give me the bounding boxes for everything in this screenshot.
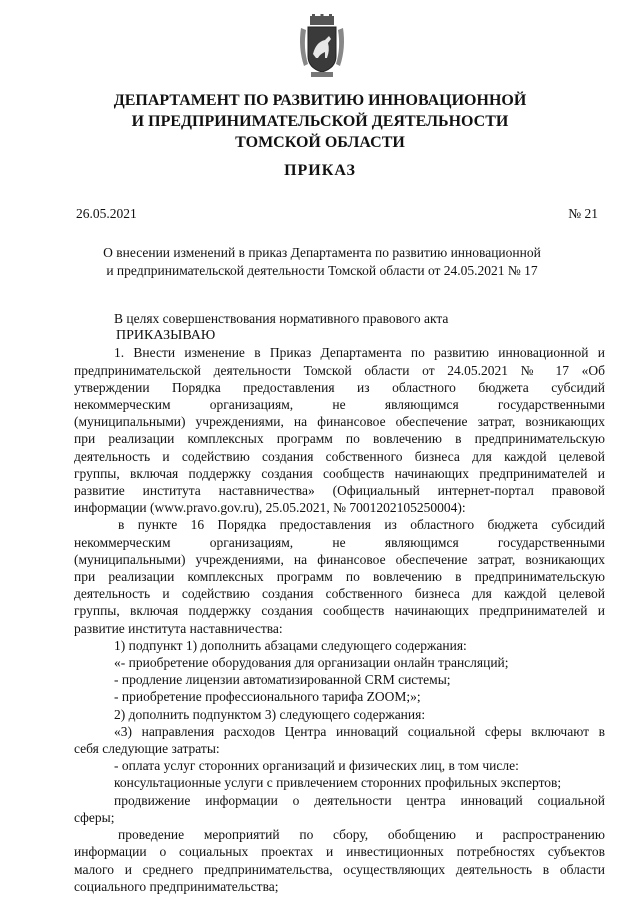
order-date: 26.05.2021 (76, 206, 137, 221)
body-line: себя следующие затраты: (74, 741, 220, 757)
header-line-3: ТОМСКОЙ ОБЛАСТИ (235, 134, 405, 151)
order-subject (40, 244, 604, 280)
body-line: информации (www.pravo.gov.ru), 25.05.2021, № 7001202105250004): (74, 500, 466, 516)
department-header (40, 90, 600, 153)
body-line: ПРИКАЗЫВАЮ (116, 328, 216, 344)
body-line: информации о социальных проектах и инвестиционных потребностях субъектов (74, 844, 605, 860)
body-line: 1) подпункт 1) дополнить абзацами следующего содержания: (114, 637, 467, 653)
body-line: - оплата услуг сторонних организаций и физических лиц, в том числе: (114, 758, 519, 774)
body-line: «- приобретение оборудования для организации онлайн трансляций; (114, 655, 509, 671)
coat-of-arms-emblem (298, 14, 346, 80)
order-body (74, 310, 605, 895)
subject-line-2: и предпринимательской деятельности Томской области от 24.05.2021 № 17 (106, 263, 538, 278)
body-line: социального предпринимательства; (74, 878, 279, 894)
body-line: группы, включая поддержку создания сообществ начинающих предпринимателей и (74, 465, 605, 481)
body-line: в пункте 16 Порядка предоставления из областного бюджета субсидий (118, 517, 605, 533)
body-line: 1. Внести изменение в Приказ Департамента по развитию инновационной и (114, 345, 605, 361)
header-line-1: ДЕПАРТАМЕНТ ПО РАЗВИТИЮ ИННОВАЦИОННОЙ (113, 92, 527, 109)
order-number: № 21 (568, 206, 598, 221)
body-line: предпринимательской деятельности Томской области от 24.05.2021 № 17 «Об (74, 362, 605, 378)
body-line: консультационные услуги с привлечением сторонних профильных экспертов; (114, 775, 562, 791)
body-line: деятельность и содействию создания собственного бизнеса для каждой целевой (74, 448, 605, 464)
body-line: продвижение информации о деятельности центра инноваций социальной (114, 792, 605, 808)
body-line: (муниципальными) учреждениями, на финансовое обеспечение затрат, возникающих (74, 414, 605, 430)
body-line: утверждении Порядка предоставления из областного бюджета субсидий (74, 379, 605, 395)
body-line: проведение мероприятий по сбору, обобщению и распространению (118, 827, 605, 843)
body-line: деятельность и содействию создания собственного бизнеса для каждой целевой (74, 586, 605, 602)
body-line: некоммерческим организациям, не являющимся государственными (74, 397, 605, 413)
body-line: В целях совершенствования нормативного правового акта (114, 311, 449, 326)
body-line: - приобретение профессионального тарифа ZOOM;»; (114, 689, 421, 705)
body-line: «3) направления расходов Центра инноваций социальной сферы включают в (114, 723, 605, 739)
body-line: сферы; (74, 809, 115, 825)
body-line: при реализации комплексных программ по вовлечению в предпринимательскую (74, 569, 605, 585)
body-line: малого и среднего предпринимательства, осуществляющих деятельность в области (74, 861, 605, 877)
body-line: при реализации комплексных программ по вовлечению в предпринимательскую (74, 431, 605, 447)
body-line: - продление лицензии автоматизированной CRM системы; (114, 672, 451, 688)
body-line: развитие института наставничества» (Официальный интернет-портал правовой (74, 483, 605, 499)
body-line: группы, включая поддержку создания сообществ начинающих предпринимателей и (74, 603, 605, 619)
subject-line-1: О внесении изменений в приказ Департамента по развитию инновационной (103, 245, 541, 260)
body-line: 2) дополнить подпунктом 3) следующего содержания: (114, 706, 426, 722)
body-line: (муниципальными) учреждениями, на финансовое обеспечение затрат, возникающих (74, 551, 605, 567)
body-line: развитие института наставничества: (74, 620, 283, 636)
order-title: ПРИКАЗ (284, 162, 356, 179)
body-line: некоммерческим организациям, не являющимся государственными (74, 534, 605, 550)
header-line-2: И ПРЕДПРИНИМАТЕЛЬСКОЙ ДЕЯТЕЛЬНОСТИ (131, 113, 509, 130)
